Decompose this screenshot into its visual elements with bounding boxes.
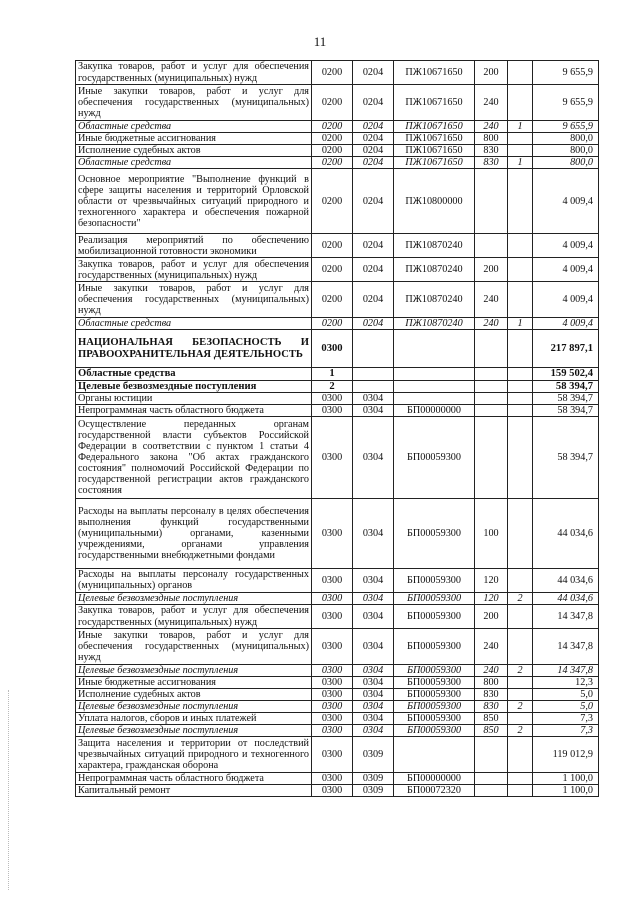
row-section: 0300 [312,725,353,737]
row-funding-source [508,605,533,629]
row-target-article [394,380,475,392]
table-row [76,605,599,629]
row-funding-source [508,498,533,568]
row-target-article: БП00059300 [394,498,475,568]
row-funding-source [508,689,533,701]
row-funding-source: 2 [508,592,533,604]
table-row [76,592,599,604]
row-subsection: 0309 [353,785,394,797]
row-section: 0200 [312,234,353,258]
row-funding-source [508,416,533,498]
table-row [76,737,599,773]
row-funding-source [508,258,533,282]
row-funding-source [508,737,533,773]
row-funding-source [508,234,533,258]
table-row [76,392,599,404]
row-funding-source [508,282,533,318]
row-amount: 4 009,4 [533,234,599,258]
row-funding-source: 2 [508,725,533,737]
row-section: 1 [312,368,353,380]
row-name: Иные бюджетные ассигнования [76,677,312,689]
row-funding-source: 2 [508,701,533,713]
row-amount: 4 009,4 [533,169,599,234]
row-name: Исполнение судебных актов [76,689,312,701]
row-subsection: 0204 [353,145,394,157]
row-subsection: 0304 [353,725,394,737]
row-target-article: ПЖ10671650 [394,121,475,133]
row-name: Целевые безвозмездные поступления [76,725,312,737]
row-section: 0300 [312,416,353,498]
row-funding-source [508,785,533,797]
row-subsection: 0204 [353,121,394,133]
row-subsection: 0204 [353,157,394,169]
row-amount: 159 502,4 [533,368,599,380]
row-subsection: 0304 [353,404,394,416]
row-target-article: ПЖ10870240 [394,282,475,318]
table-row [76,258,599,282]
row-expense-type: 240 [475,282,508,318]
table-row [76,282,599,318]
table-row [76,318,599,330]
row-expense-type: 120 [475,592,508,604]
row-name: Иные закупки товаров, работ и услуг для обеспечения государственных (муниципальных) нужд [76,85,312,121]
row-expense-type: 120 [475,568,508,592]
row-name: Целевые безвозмездные поступления [76,380,312,392]
table-row [76,234,599,258]
row-subsection [353,330,394,368]
row-target-article: ПЖ10671650 [394,157,475,169]
row-funding-source: 2 [508,665,533,677]
row-amount: 4 009,4 [533,282,599,318]
row-section: 0300 [312,568,353,592]
budget-table [75,60,599,797]
row-expense-type [475,234,508,258]
page-number: 11 [313,34,327,49]
row-section: 0200 [312,157,353,169]
table-row [76,145,599,157]
row-target-article: БП00059300 [394,701,475,713]
row-funding-source [508,568,533,592]
row-subsection: 0309 [353,737,394,773]
row-section: 0200 [312,258,353,282]
row-name: Областные средства [76,318,312,330]
row-expense-type [475,773,508,785]
row-name: Расходы на выплаты персоналу государственных (муниципальных) органов [76,568,312,592]
row-target-article: ПЖ10671650 [394,61,475,85]
row-funding-source [508,677,533,689]
row-amount: 14 347,8 [533,605,599,629]
row-name: Основное мероприятие "Выполнение функций в сфере защиты населения и территорий Орловской области от чрезвычайных ситуаций природного и техногенного характера и обеспечения пожарной безопасности" [76,169,312,234]
row-expense-type: 240 [475,629,508,665]
table-row [76,713,599,725]
row-amount: 58 394,7 [533,404,599,416]
row-section: 0300 [312,392,353,404]
row-expense-type [475,404,508,416]
row-funding-source [508,404,533,416]
table-row [76,416,599,498]
row-funding-source [508,713,533,725]
row-section: 0200 [312,282,353,318]
row-subsection: 0304 [353,713,394,725]
row-funding-source [508,61,533,85]
row-subsection: 0304 [353,392,394,404]
table-row [76,677,599,689]
row-funding-source [508,145,533,157]
row-amount: 800,0 [533,133,599,145]
row-amount: 44 034,6 [533,568,599,592]
row-target-article [394,368,475,380]
row-funding-source: 1 [508,318,533,330]
row-target-article: БП00059300 [394,568,475,592]
row-section: 2 [312,380,353,392]
row-section: 0300 [312,629,353,665]
row-target-article: БП00072320 [394,785,475,797]
row-expense-type [475,380,508,392]
row-section: 0300 [312,677,353,689]
row-expense-type: 240 [475,318,508,330]
table-row [76,785,599,797]
row-section: 0200 [312,318,353,330]
row-funding-source: 1 [508,121,533,133]
row-expense-type [475,368,508,380]
row-name: НАЦИОНАЛЬНАЯ БЕЗОПАСНОСТЬ И ПРАВООХРАНИТЕЛЬНАЯ ДЕЯТЕЛЬНОСТЬ [76,330,312,368]
row-target-article: БП00000000 [394,773,475,785]
table-row [76,368,599,380]
row-funding-source [508,133,533,145]
row-expense-type: 850 [475,713,508,725]
row-expense-type [475,169,508,234]
row-section: 0300 [312,701,353,713]
row-name: Областные средства [76,121,312,133]
row-expense-type: 200 [475,61,508,85]
row-section: 0300 [312,404,353,416]
row-funding-source: 1 [508,157,533,169]
row-target-article [394,330,475,368]
table-row [76,380,599,392]
row-target-article: БП00059300 [394,629,475,665]
row-name: Закупка товаров, работ и услуг для обеспечения государственных (муниципальных) нужд [76,258,312,282]
row-expense-type [475,785,508,797]
row-name: Иные закупки товаров, работ и услуг для обеспечения государственных (муниципальных) нужд [76,282,312,318]
row-funding-source [508,169,533,234]
row-name: Непрограммная часть областного бюджета [76,404,312,416]
row-subsection: 0304 [353,605,394,629]
row-amount: 7,3 [533,713,599,725]
row-subsection: 0204 [353,234,394,258]
table-row [76,404,599,416]
row-expense-type: 100 [475,498,508,568]
row-amount: 58 394,7 [533,416,599,498]
row-target-article: БП00059300 [394,713,475,725]
row-funding-source [508,392,533,404]
row-expense-type [475,416,508,498]
row-expense-type: 200 [475,605,508,629]
row-funding-source [508,330,533,368]
row-subsection [353,368,394,380]
table-row [76,701,599,713]
row-name: Осуществление переданных органам государственной власти субъектов Российской Федерации в соответствии с пунктом 1 статьи 4 Федерального закона "Об актах гражданского состояния" полномочий Российской Федерации по государственной регистрации актов гражданского состояния [76,416,312,498]
row-name: Исполнение судебных актов [76,145,312,157]
row-target-article: БП00059300 [394,592,475,604]
row-subsection: 0304 [353,701,394,713]
row-amount: 14 347,8 [533,665,599,677]
row-section: 0200 [312,133,353,145]
row-section: 0300 [312,665,353,677]
table-row [76,169,599,234]
row-expense-type [475,330,508,368]
row-subsection: 0204 [353,85,394,121]
row-subsection: 0304 [353,665,394,677]
table-row [76,665,599,677]
table-row [76,498,599,568]
row-amount: 9 655,9 [533,61,599,85]
table-row [76,725,599,737]
row-name: Уплата налогов, сборов и иных платежей [76,713,312,725]
row-funding-source [508,380,533,392]
row-amount: 44 034,6 [533,498,599,568]
row-name: Защита населения и территории от последствий чрезвычайных ситуаций природного и техногенного характера, гражданская оборона [76,737,312,773]
row-expense-type: 850 [475,725,508,737]
row-subsection: 0204 [353,169,394,234]
row-amount: 5,0 [533,689,599,701]
row-expense-type: 830 [475,701,508,713]
row-section: 0300 [312,737,353,773]
row-target-article: ПЖ10870240 [394,258,475,282]
row-amount: 217 897,1 [533,330,599,368]
row-target-article: БП00000000 [394,404,475,416]
row-expense-type: 200 [475,258,508,282]
row-target-article: БП00059300 [394,605,475,629]
row-subsection: 0309 [353,773,394,785]
row-amount: 5,0 [533,701,599,713]
row-target-article: ПЖ10671650 [394,145,475,157]
row-name: Областные средства [76,368,312,380]
table-row [76,157,599,169]
row-name: Целевые безвозмездные поступления [76,701,312,713]
row-amount: 14 347,8 [533,629,599,665]
row-expense-type: 830 [475,157,508,169]
table-row [76,330,599,368]
row-target-article: БП00059300 [394,665,475,677]
row-amount: 58 394,7 [533,392,599,404]
row-name: Реализация мероприятий по обеспечению мобилизационной готовности экономики [76,234,312,258]
row-expense-type: 240 [475,665,508,677]
row-name: Иные бюджетные ассигнования [76,133,312,145]
row-name: Иные закупки товаров, работ и услуг для обеспечения государственных (муниципальных) нужд [76,629,312,665]
table-row [76,689,599,701]
row-amount: 9 655,9 [533,85,599,121]
scan-margin-mark [8,690,11,890]
row-section: 0300 [312,592,353,604]
row-section: 0300 [312,498,353,568]
row-name: Закупка товаров, работ и услуг для обеспечения государственных (муниципальных) нужд [76,61,312,85]
row-subsection: 0304 [353,689,394,701]
row-funding-source [508,629,533,665]
row-target-article: БП00059300 [394,677,475,689]
row-subsection: 0304 [353,498,394,568]
table-row [76,629,599,665]
row-subsection: 0304 [353,629,394,665]
row-subsection: 0304 [353,416,394,498]
row-amount: 9 655,9 [533,121,599,133]
row-funding-source [508,773,533,785]
row-target-article: ПЖ10671650 [394,85,475,121]
row-expense-type: 830 [475,145,508,157]
table-row [76,61,599,85]
row-amount: 44 034,6 [533,592,599,604]
row-target-article: БП00059300 [394,689,475,701]
row-subsection: 0204 [353,133,394,145]
row-subsection: 0304 [353,592,394,604]
row-expense-type: 800 [475,677,508,689]
row-section: 0200 [312,85,353,121]
row-amount: 4 009,4 [533,258,599,282]
row-section: 0300 [312,773,353,785]
row-expense-type [475,737,508,773]
row-target-article [394,737,475,773]
row-section: 0200 [312,169,353,234]
table-row [76,121,599,133]
row-subsection: 0204 [353,318,394,330]
row-amount: 12,3 [533,677,599,689]
row-amount: 800,0 [533,145,599,157]
table-row [76,85,599,121]
row-target-article [394,392,475,404]
row-name: Капитальный ремонт [76,785,312,797]
row-subsection: 0304 [353,568,394,592]
row-name: Органы юстиции [76,392,312,404]
row-subsection: 0204 [353,61,394,85]
row-expense-type: 240 [475,121,508,133]
row-expense-type: 240 [475,85,508,121]
row-section: 0200 [312,61,353,85]
row-name: Непрограммная часть областного бюджета [76,773,312,785]
row-amount: 1 100,0 [533,773,599,785]
row-section: 0300 [312,330,353,368]
row-name: Расходы на выплаты персоналу в целях обеспечения выполнения функций государственными (муниципальными) органами, казенными учреждениями, органами управления государственными внебюджетными фондами [76,498,312,568]
row-target-article: БП00059300 [394,416,475,498]
row-name: Закупка товаров, работ и услуг для обеспечения государственных (муниципальных) нужд [76,605,312,629]
row-funding-source [508,368,533,380]
row-amount: 800,0 [533,157,599,169]
row-expense-type: 830 [475,689,508,701]
row-amount: 1 100,0 [533,785,599,797]
row-section: 0300 [312,713,353,725]
row-name: Целевые безвозмездные поступления [76,592,312,604]
row-section: 0300 [312,785,353,797]
row-section: 0300 [312,605,353,629]
row-name: Целевые безвозмездные поступления [76,665,312,677]
row-subsection: 0304 [353,677,394,689]
budget-table-body [76,61,599,797]
row-subsection: 0204 [353,282,394,318]
row-target-article: ПЖ10870240 [394,234,475,258]
row-target-article: ПЖ10870240 [394,318,475,330]
row-target-article: БП00059300 [394,725,475,737]
table-row [76,133,599,145]
row-amount: 119 012,9 [533,737,599,773]
row-expense-type [475,392,508,404]
row-amount: 7,3 [533,725,599,737]
row-funding-source [508,85,533,121]
row-amount: 58 394,7 [533,380,599,392]
table-row [76,773,599,785]
row-subsection: 0204 [353,258,394,282]
row-section: 0300 [312,689,353,701]
row-expense-type: 800 [475,133,508,145]
row-section: 0200 [312,145,353,157]
row-amount: 4 009,4 [533,318,599,330]
row-section: 0200 [312,121,353,133]
table-row [76,568,599,592]
row-target-article: ПЖ10671650 [394,133,475,145]
row-subsection [353,380,394,392]
row-target-article: ПЖ10800000 [394,169,475,234]
row-name: Областные средства [76,157,312,169]
